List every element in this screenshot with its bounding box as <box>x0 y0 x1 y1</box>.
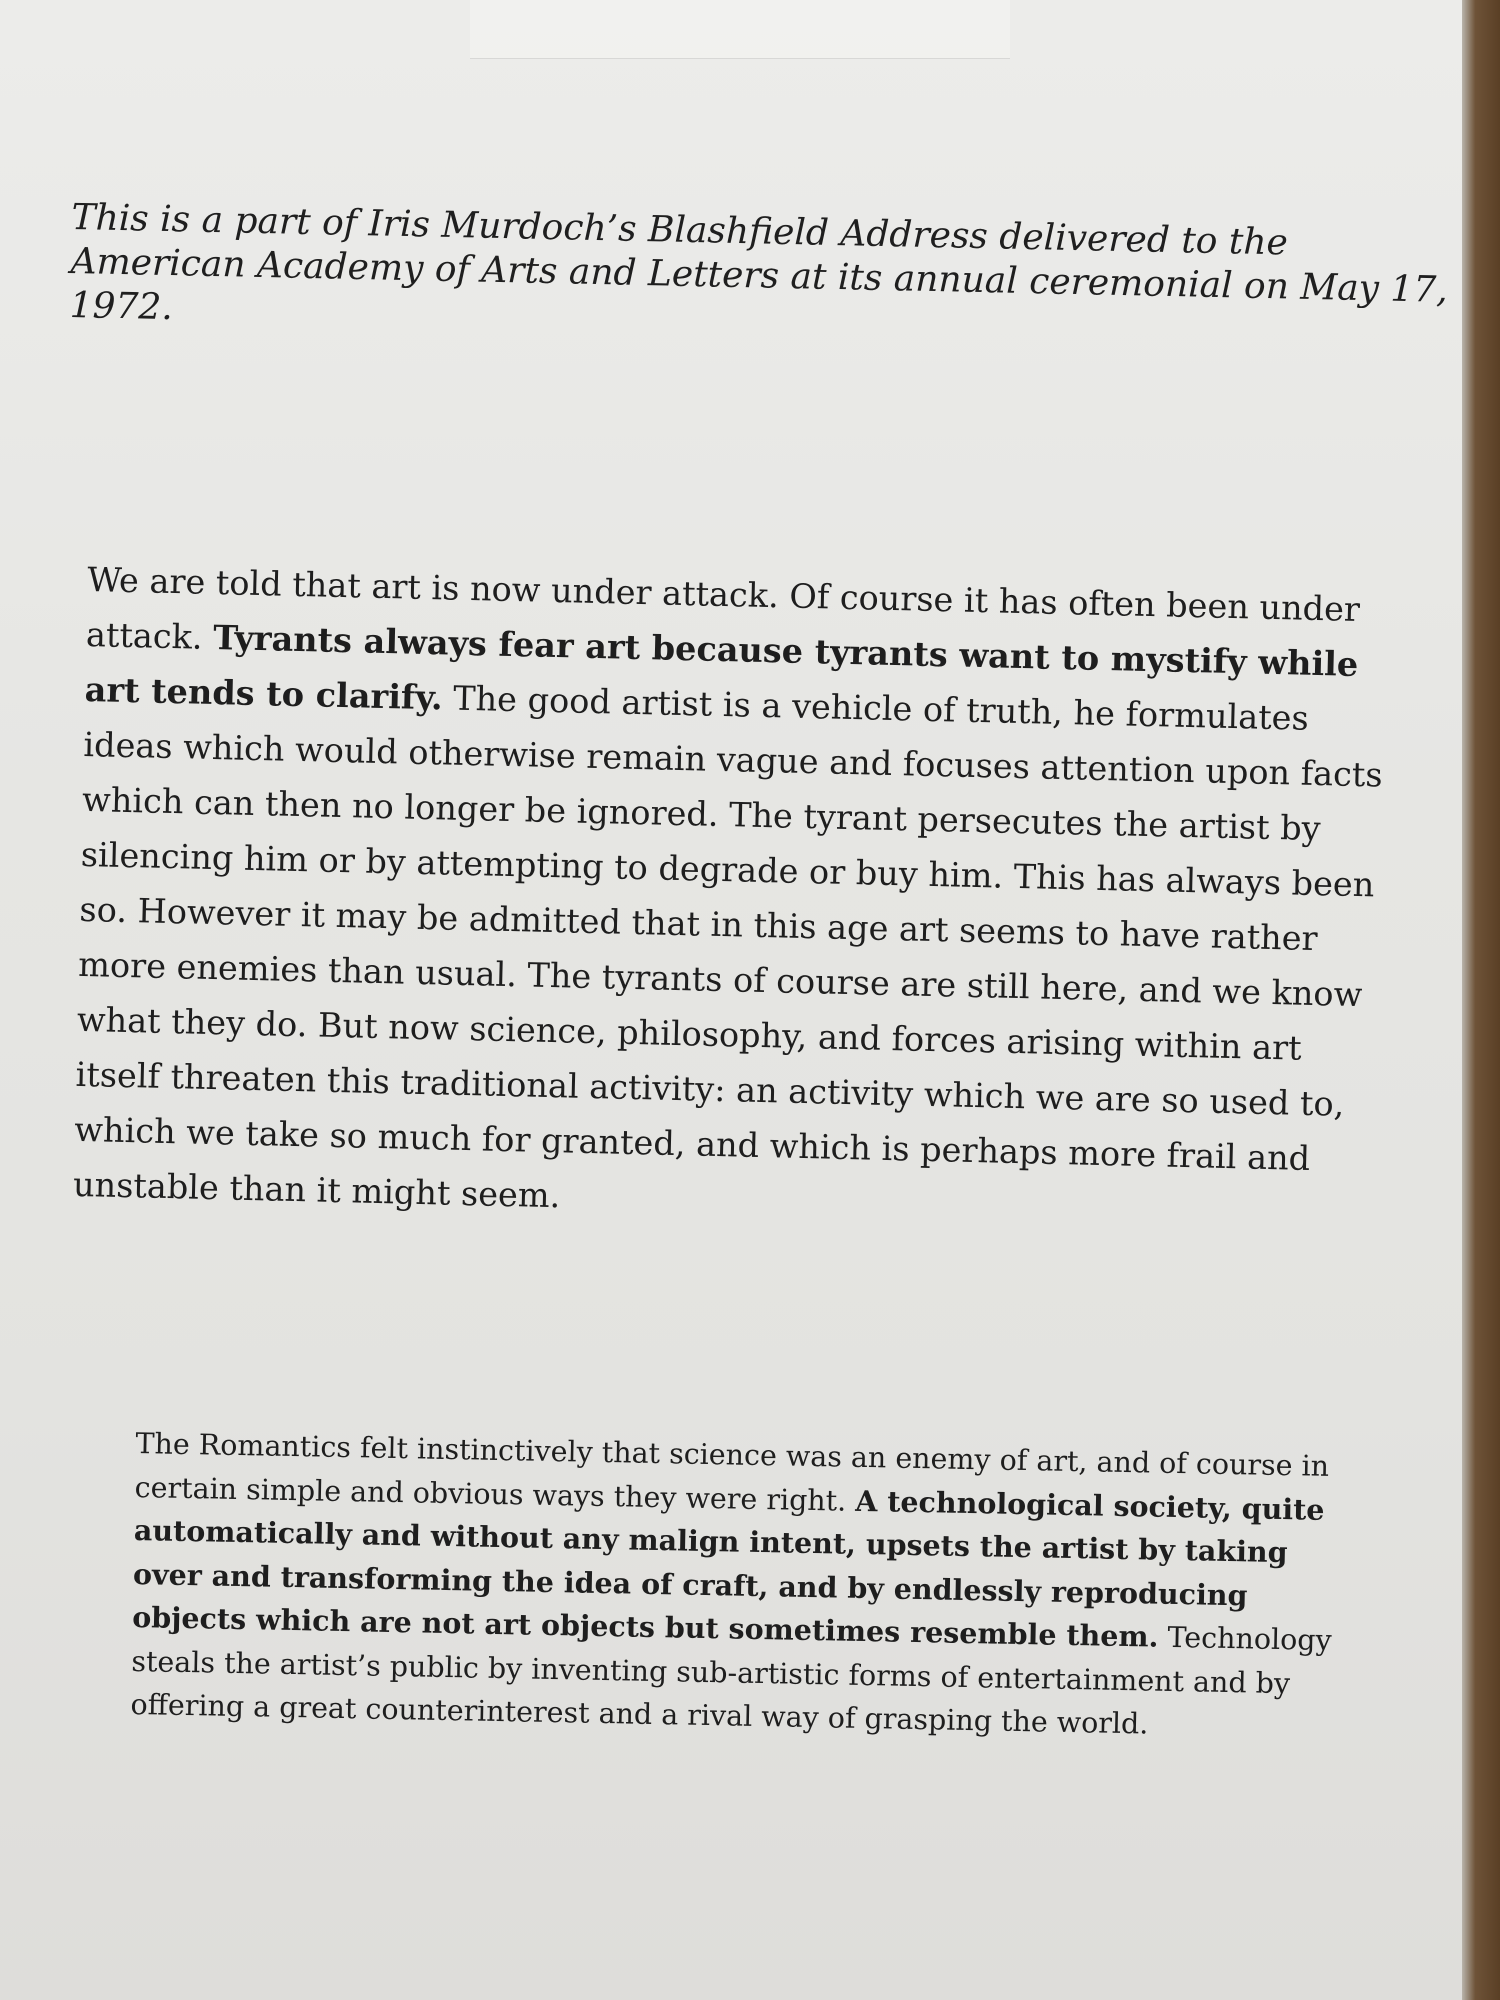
tape-strip <box>470 0 1010 59</box>
paragraph1-bold: Tyrants always fear art because tyrants want to mystify while art tends to clarify. <box>84 617 1359 718</box>
paragraph2-bold: A technological society, quite automatically and without any malign intent, upsets the artist by taking over and transforming the idea of craft, and by endlessly reproducing objects which are not art objects but sometimes resemble them. <box>131 1483 1325 1654</box>
paragraph2-lead: The Romantics felt instinctively that science was an enemy of art, and of course in certain simple and obvious ways they were right. <box>134 1426 1330 1518</box>
paragraph-romantics-science <box>130 1422 1346 1750</box>
intro-note: This is a part of Iris Murdoch’s Blashfield Address delivered to the American Academy of Arts and Letters at its annual ceremonial on May 17, 1972. <box>69 196 1449 329</box>
paragraph2-rest: Technology steals the artist’s public by inventing sub-artistic forms of entertainment and by offering a great counterinterest and a rival way of grasping the world. <box>130 1620 1332 1741</box>
paragraph1-lead: We are told that art is now under attack. Of course it has often been under attack. <box>85 559 1361 657</box>
paragraph1-rest: The good artist is a vehicle of truth, he formulates ideas which would otherwise remain vague and focuses attention upon facts which can then no longer be ignored. The tyrant persecutes the artist by silencing him or by attempting to degrade or buy him. This has always been so. However it may be admitted that in this age art seems to have rather more enemies than usual. The tyrants of course are still here, and we know what they do. But now science, philosophy, and forces arising within art itself threaten this traditional activity: an activity which we are so used to, which we take so much for granted, and which is perhaps more frail and unstable than it might seem. <box>72 678 1384 1216</box>
paragraph-art-under-attack <box>72 552 1397 1243</box>
background-edge <box>1462 0 1500 2000</box>
